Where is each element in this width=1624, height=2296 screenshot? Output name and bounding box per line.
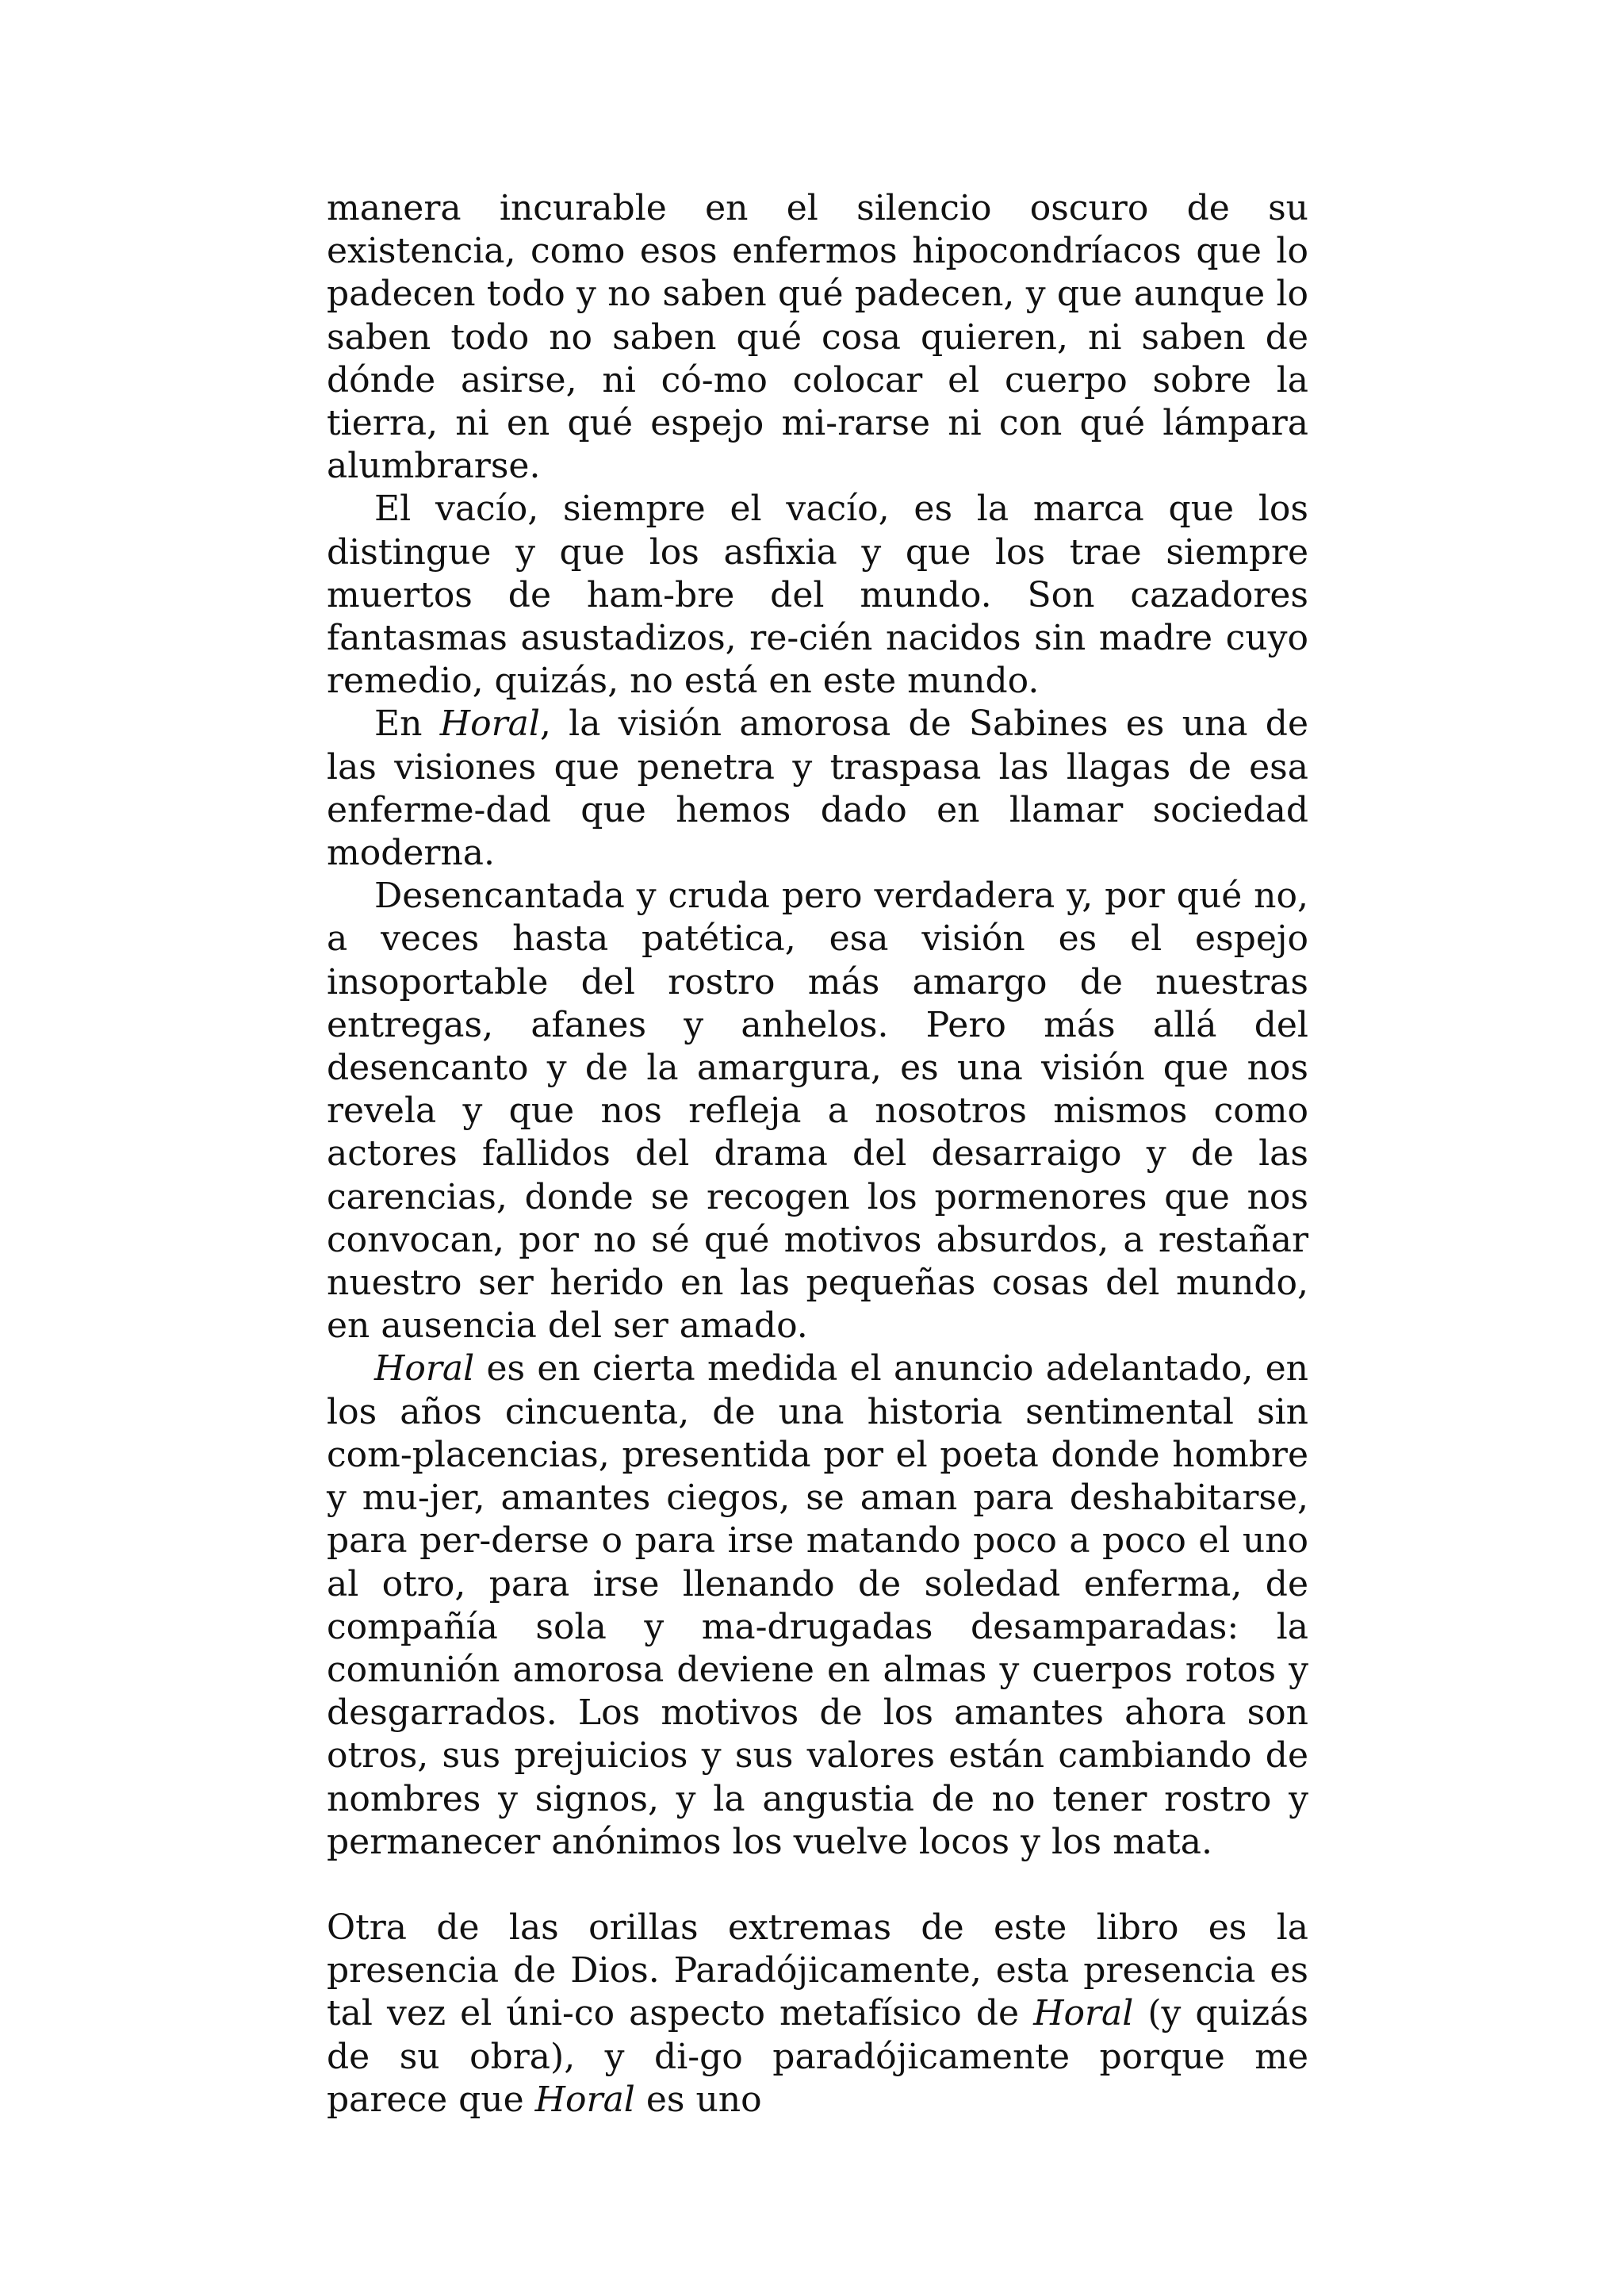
paragraph-6-text-c: es uno (634, 2079, 762, 2120)
paragraph-1-text: manera incurable en el silencio oscuro de su existencia, como esos enfermos hipocondríacos que lo padecen todo y no saben qué padecen, y que aunque lo saben todo no saben qué cosa quieren, ni saben de dónde asirse, ni có-mo colocar el cuerpo sobre la tierra, ni en qué espejo mi-rarse ni con qué lámpara alumbrarse. (327, 188, 1308, 487)
paragraph-6 (327, 1907, 1308, 2122)
paragraph-2 (327, 488, 1308, 703)
paragraph-4-text: Desencantada y cruda pero verdadera y, por qué no, a veces hasta patética, esa visión es el espejo insoportable del rostro más amargo de nuestras entregas, afanes y anhelos. Pero más allá del desencanto y de la amargura, es una visión que nos revela y que nos refleja a nosotros mismos como actores fallidos del drama del desarraigo y de las carencias, donde se recogen los pormenores que nos convocan, por no sé qué motivos absurdos, a restañar nuestro ser herido en las pequeñas cosas del mundo, en ausencia del ser amado. (327, 876, 1308, 1347)
paragraph-3-text-a: En (374, 703, 440, 745)
paragraph-5 (327, 1347, 1308, 1863)
section-break (327, 1864, 1308, 1907)
book-title-horal: Horal (534, 2079, 635, 2120)
paragraph-4 (327, 875, 1308, 1347)
book-title-horal: Horal (374, 1348, 475, 1389)
book-title-horal: Horal (1033, 1993, 1134, 2034)
paragraph-5-text: es en cierta medida el anuncio adelantado, en los años cincuenta, de una historia sentimental sin com-placencias, presentida por el poeta donde hombre y mu-jer, amantes ciegos, se aman para deshabitarse, para per-derse o para irse matando poco a poco el uno al otro, para irse llenando de soledad enferma, de compañía sola y ma-drugadas desamparadas: la comunión amorosa deviene en almas y cuerpos rotos y desgarrados. Los motivos de los amantes ahora son otros, sus prejuicios y sus valores están cambiando de nombres y signos, y la angustia de no tener rostro y permanecer anónimos los vuelve locos y los mata. (327, 1348, 1308, 1862)
body-text (327, 187, 1308, 2122)
paragraph-2-text: El vacío, siempre el vacío, es la marca que los distingue y que los asfixia y que los trae siempre muertos de ham-bre del mundo. Son cazadores fantasmas asustadizos, re-cién nacidos sin madre cuyo remedio, quizás, no está en este mundo. (327, 489, 1308, 702)
paragraph-3 (327, 703, 1308, 875)
book-title-horal: Horal (439, 703, 540, 745)
paragraph-6-text-a: Otra de las orillas extremas de este libro es la presencia de Dios. Paradójicamente, esta presencia es tal vez el úni-co aspecto metafísico de (327, 1907, 1308, 2034)
paragraph-1 (327, 187, 1308, 488)
paragraph-6-text-b: (y quizás de su obra), y di-go paradójicamente porque me parece que (327, 1993, 1308, 2120)
paragraph-3-text-b: , la visión amorosa de Sabines es una de las visiones que penetra y traspasa las llagas de esa enferme-dad que hemos dado en llamar sociedad moderna. (327, 703, 1308, 874)
